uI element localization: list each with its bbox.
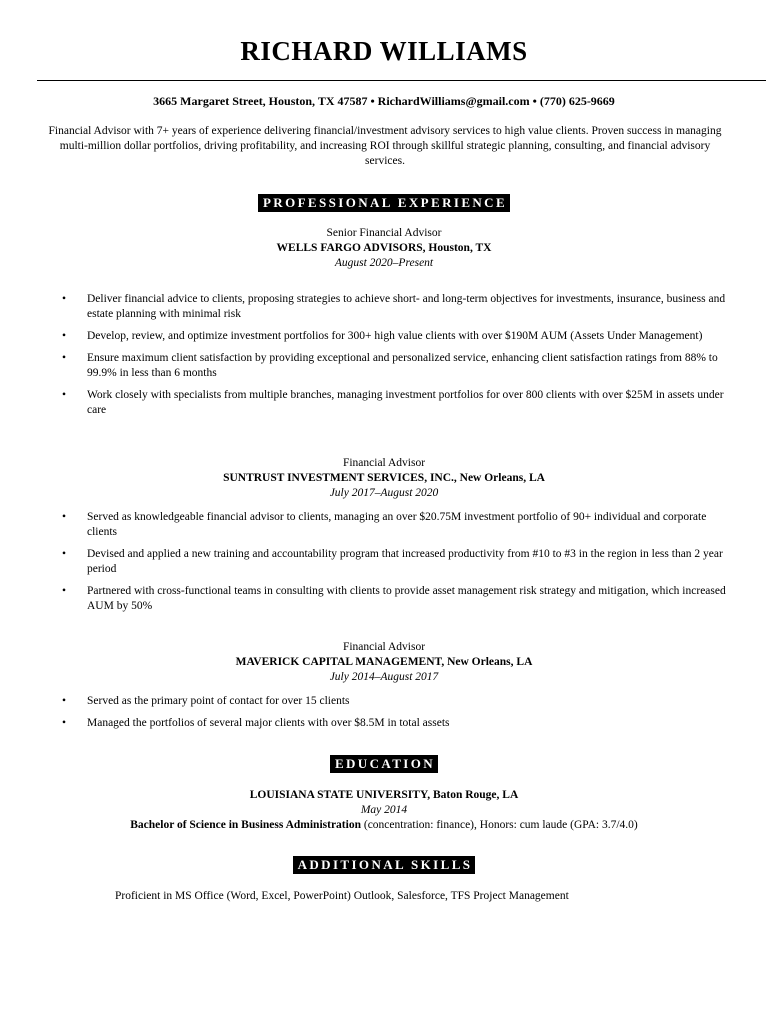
job-3-header xyxy=(0,640,768,685)
list-item: • Partnered with cross-functional teams in consulting with clients to provide asset management risk strategy and mitigation, which increased AUM by 50% xyxy=(62,585,726,612)
job-1-header xyxy=(0,226,768,271)
job-2-dates: July 2017–August 2020 xyxy=(329,487,439,499)
contact-line: 3665 Margaret Street, Houston, TX 47587 • RichardWilliams@gmail.com • (770) 625-9669 xyxy=(153,94,615,108)
job-3-dates: July 2014–August 2017 xyxy=(329,671,439,683)
bullet-icon: • xyxy=(62,585,67,597)
job-1-dates: August 2020–Present xyxy=(334,257,434,269)
job-2-bullets xyxy=(60,510,730,621)
skills-heading: ADDITIONAL SKILLS xyxy=(0,856,768,874)
education-details: (concentration: finance), Honors: cum laude (GPA: 3.7/4.0) xyxy=(360,819,638,831)
bullet-icon: • xyxy=(62,293,67,305)
education-entry xyxy=(0,788,768,833)
job-2-title: Financial Advisor xyxy=(342,457,426,469)
list-item: • Served as knowledgeable financial advisor to clients, managing an over $20.75M investment portfolio of 90+ individual and corporate clients xyxy=(62,511,707,538)
bullet-icon: • xyxy=(62,352,67,364)
job-3-title: Financial Advisor xyxy=(342,641,426,653)
candidate-name: RICHARD WILLIAMS xyxy=(240,36,528,66)
job-1-company: WELLS FARGO ADVISORS, Houston, TX xyxy=(276,242,492,254)
experience-heading: PROFESSIONAL EXPERIENCE xyxy=(0,194,768,212)
professional-summary: Financial Advisor with 7+ years of experience delivering financial/investment advisory services to high value clients. Proven success in managing multi-million dollar portfolios, driving profitability, and increasing ROI through skillful strategic planning, consulting, and financial advisory services. xyxy=(48,125,722,167)
bullet-icon: • xyxy=(62,717,67,729)
skills-text: Proficient in MS Office (Word, Excel, PowerPoint) Outlook, Salesforce, TFS Project Management xyxy=(115,890,569,902)
bullet-icon: • xyxy=(62,695,67,707)
list-item: • Deliver financial advice to clients, proposing strategies to achieve short- and long-term objectives for investments, insurance, business and estate planning with minimal risk xyxy=(62,293,726,320)
job-2-company: SUNTRUST INVESTMENT SERVICES, INC., New Orleans, LA xyxy=(223,472,545,484)
education-school: LOUISIANA STATE UNIVERSITY, Baton Rouge, LA xyxy=(249,789,519,801)
bullet-icon: • xyxy=(62,511,67,523)
bullet-icon: • xyxy=(62,389,67,401)
job-3-bullets xyxy=(60,694,730,738)
bullet-icon: • xyxy=(62,548,67,560)
job-1-title: Senior Financial Advisor xyxy=(326,227,442,239)
list-item: • Managed the portfolios of several major clients with over $8.5M in total assets xyxy=(62,717,450,729)
job-1-bullets xyxy=(60,292,730,425)
bullet-icon: • xyxy=(62,330,67,342)
education-degree: Bachelor of Science in Business Administration xyxy=(130,819,361,831)
job-3-company: MAVERICK CAPITAL MANAGEMENT, New Orleans, LA xyxy=(235,656,533,668)
list-item: • Devised and applied a new training and accountability program that increased productivity from #10 to #3 in the region in less than 2 year period xyxy=(62,548,723,575)
education-degree-line xyxy=(0,818,768,833)
header-divider xyxy=(37,80,766,81)
list-item: • Served as the primary point of contact for over 15 clients xyxy=(62,695,350,707)
education-date: May 2014 xyxy=(360,804,408,816)
list-item: • Ensure maximum client satisfaction by providing exceptional and personalized service, enhancing client satisfaction ratings from 88% to 99.9% in less than 6 months xyxy=(62,352,718,379)
list-item: • Develop, review, and optimize investment portfolios for 300+ high value clients with over $190M AUM (Assets Under Management) xyxy=(62,330,703,342)
job-2-header xyxy=(0,456,768,501)
list-item: • Work closely with specialists from multiple branches, managing investment portfolios for over 800 clients with over $25M in assets under care xyxy=(62,389,724,416)
education-heading: EDUCATION xyxy=(0,755,768,773)
